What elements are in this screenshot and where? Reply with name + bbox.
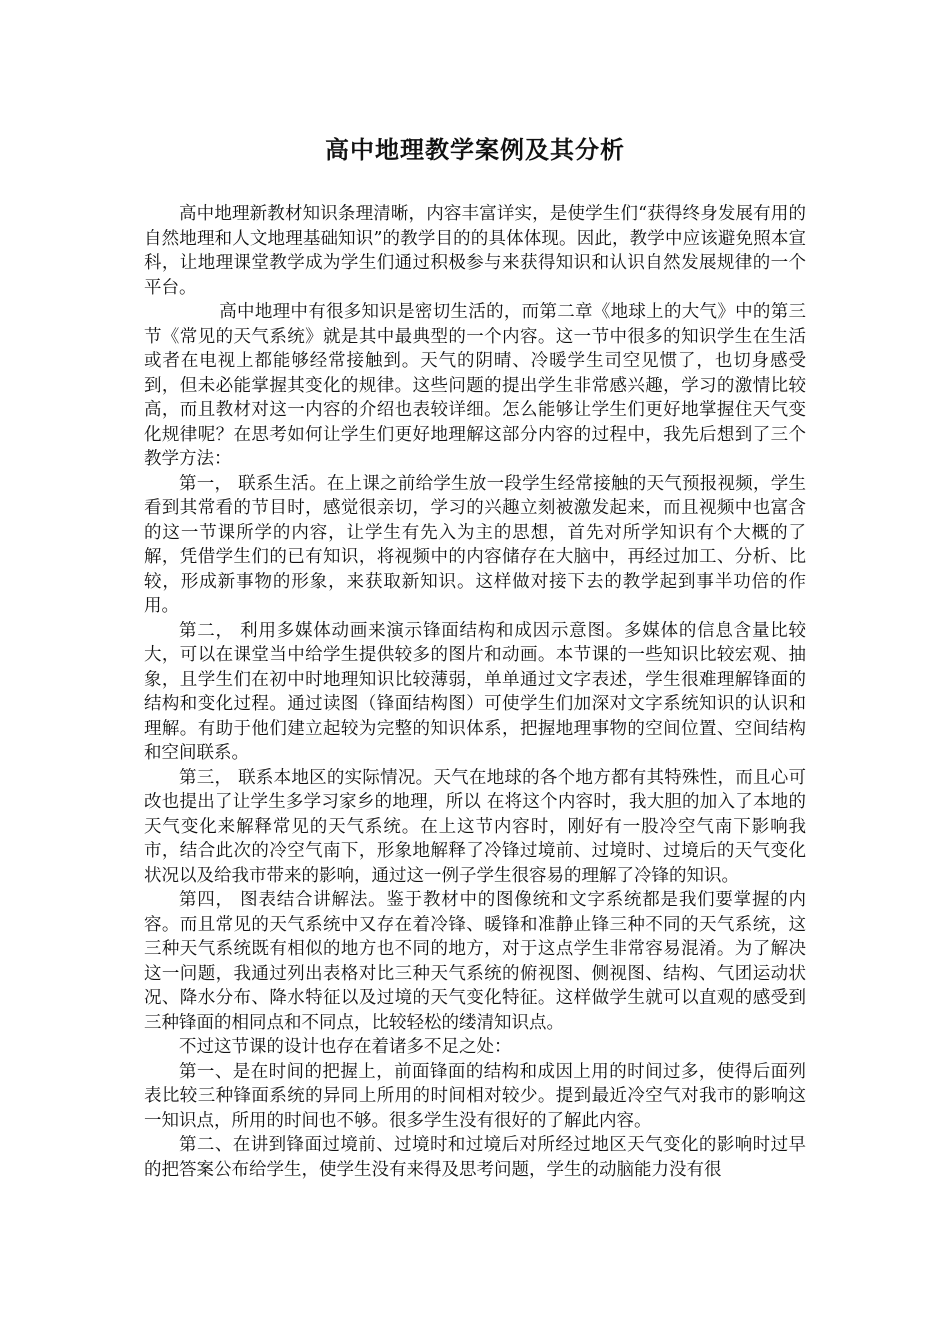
paragraph-method-4: 第四， 图表结合讲解法。鉴于教材中的图像统和文字系统都是我们要掌握的内容。而且常见的天气系统中又存在着冷锋、暖锋和准静止锋三种不同的天气系统，这三种天气系统既有相似的地方也不同的地方，对于这点学生非常容易混淆。为了解决这一问题，我通过列出表格对比三种天气系统的俯视图、侧视图、结构、气团运动状况、降水分布、降水特征以及过境的天气变化特征。这样做学生就可以直观的感受到三种锋面的相同点和不同点，比较轻松的缕清知识点。 — [144, 890, 806, 1033]
paragraph-weather-system: 高中地理中有很多知识是密切生活的，而第二章《地球上的大气》中的第三节《常见的天气系统》就是其中最典型的一个内容。这一节中很多的知识学生在生活或者在电视上都能够经常接触到。天气的阴晴、冷暖学生司空见惯了，也切身感受到，但未必能掌握其变化的规律。这些问题的提出学生非常感兴趣，学习的激情比较高，而且教材对这一内容的介绍也表较详细。怎么能够让学生们更好地掌握住天气变化规律呢？在思考如何让学生们更好地理解这部分内容的过程中，我先后想到了三个教学方法： — [144, 302, 806, 469]
document-title: 高中地理教学案例及其分析 — [325, 136, 625, 164]
document-body — [144, 202, 806, 1182]
paragraph-shortcomings-intro: 不过这节课的设计也存在着诸多不足之处： — [179, 1037, 512, 1057]
paragraph-method-3: 第三， 联系本地区的实际情况。天气在地球的各个地方都有其特殊性，而且心可改也提出了让学生多学习家乡的地理，所以 在将这个内容时，我大胆的加入了本地的天气变化来解释常见的天气系统。在上这节内容时，刚好有一股冷空气南下影响我市，结合此次的冷空气南下，形象地解释了冷锋过境前、过境时、过境后的天气变化状况以及给我市带来的影响，通过这一例子学生很容易的理解了冷锋的知识。 — [144, 767, 806, 886]
paragraph-method-2: 第二， 利用多媒体动画来演示锋面结构和成因示意图。多媒体的信息含量比较大，可以在课堂当中给学生提供较多的图片和动画。本节课的一些知识比较宏观、抽象，且学生们在初中时地理知识比较薄弱，单单通过文字表述，学生很难理解锋面的结构和变化过程。通过读图（锋面结构图）可使学生们加深对文字系统知识的认识和理解。有助于他们建立起较为完整的知识体系，把握地理事物的空间位置、空间结构和空间联系。 — [144, 620, 806, 763]
paragraph-shortcoming-2: 第二、在讲到锋面过境前、过境时和过境后对所经过地区天气变化的影响时过早的把答案公布给学生，使学生没有来得及思考问题，学生的动脑能力没有很 — [144, 1135, 806, 1180]
paragraph-shortcoming-1: 第一、是在时间的把握上，前面锋面的结构和成因上用的时间过多，使得后面列表比较三种锋面系统的异同上所用的时间相对较少。提到最近冷空气对我市的影响这一知识点，所用的时间也不够。很多学生没有很好的了解此内容。 — [144, 1061, 806, 1131]
paragraph-intro: 高中地理新教材知识条理清晰，内容丰富详实，是使学生们“获得终身发展有用的自然地理和人文地理基础知识”的教学目的的具体体现。因此，教学中应该避免照本宣科，让地理课堂教学成为学生们通过积极参与来获得知识和认识自然发展规律的一个平台。 — [144, 204, 806, 298]
paragraph-method-1: 第一， 联系生活。在上课之前给学生放一段学生经常接触的天气预报视频，学生看到其常看的节目时，感觉很亲切，学习的兴趣立刻被激发起来，而且视频中也富含的这一节课所学的内容，让学生有先入为主的思想，首先对所学知识有个大概的了解，凭借学生们的已有知识，将视频中的内容储存在大脑中，再经过加工、分析、比较，形成新事物的形象，来获取新知识。这样做对接下去的教学起到事半功倍的作用。 — [144, 473, 806, 616]
